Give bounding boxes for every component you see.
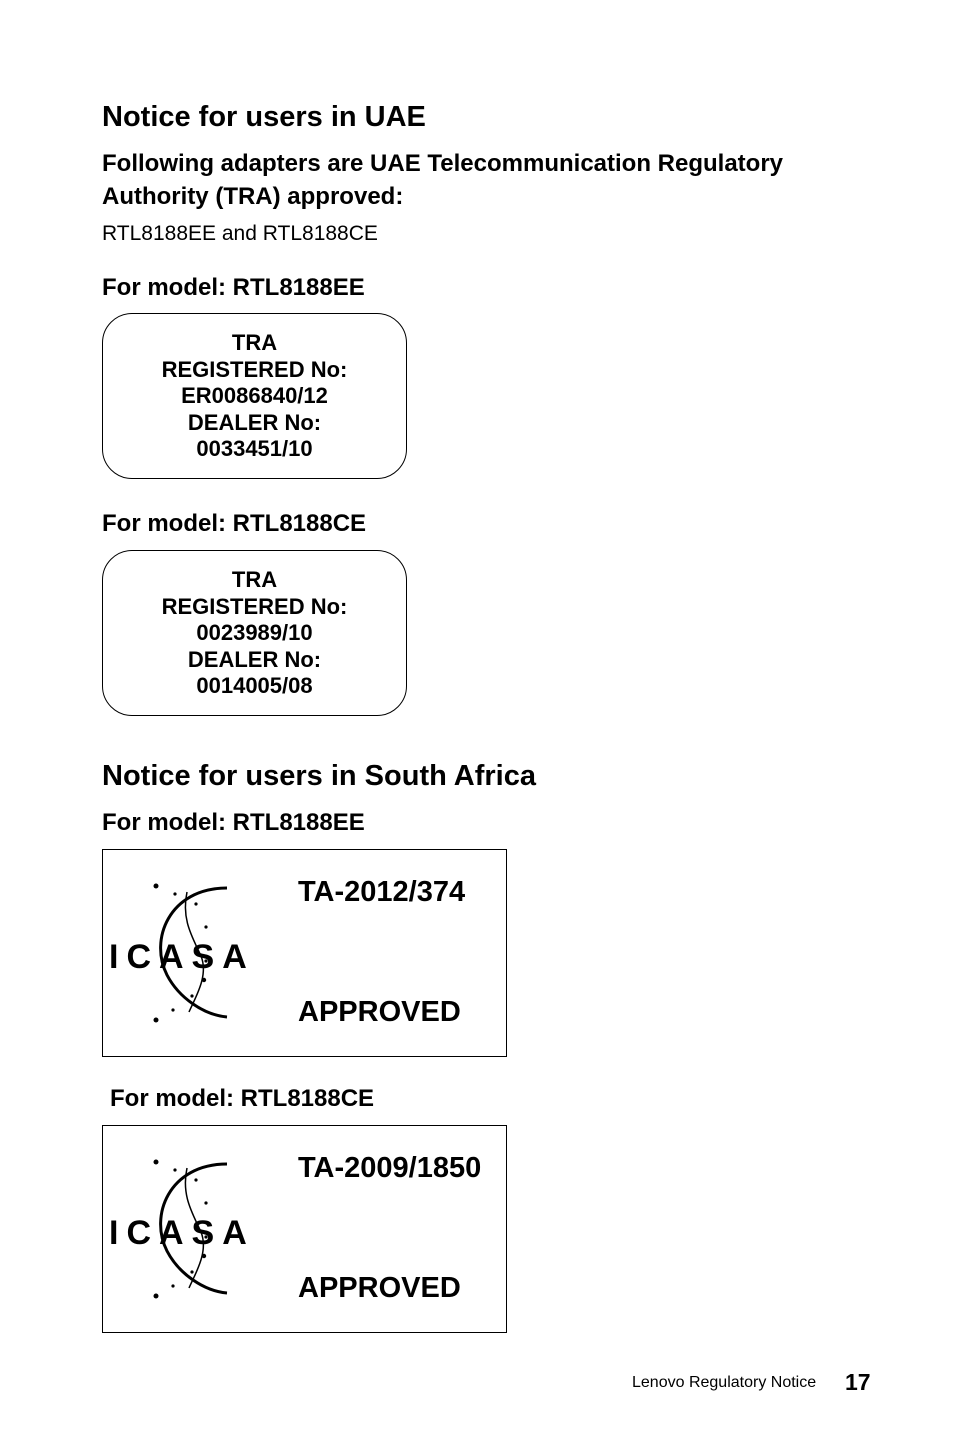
tra-line: TRA [231,330,278,355]
tra-registered-number: ER0086840/12 [181,383,328,408]
approved-status: APPROVED [298,1272,461,1304]
uae-heading: Notice for users in UAE [102,101,426,133]
footer-label: Lenovo Regulatory Notice [632,1374,817,1391]
tra-line: REGISTERED No: [161,356,348,382]
uae-model-label-ee: For model: RTL8188EE [102,274,365,301]
uae-intro: Following adapters are UAE Telecommunication Regulatory Authority (TRA) approved: [102,150,784,210]
south-africa-heading: Notice for users in South Africa [102,760,536,792]
tra-label-ee [102,313,407,479]
icasa-logo [109,1156,274,1301]
icasa-logo-text: ICASA [109,938,255,976]
tra-line: DEALER No: [187,409,322,435]
tra-label-ce [102,550,407,716]
icasa-label-ce [102,1125,507,1333]
uae-model-label-ce: For model: RTL8188CE [102,510,367,537]
icasa-logo [109,880,274,1025]
sa-model-label-ce: For model: RTL8188CE [110,1085,375,1112]
tra-dealer-number: 0014005/08 [196,673,313,698]
tra-registered-number: 0023989/10 [196,620,313,645]
uae-adapters: RTL8188EE and RTL8188CE [102,222,378,245]
ta-number: TA-2009/1850 [298,1152,482,1184]
icasa-logo-text: ICASA [109,1214,255,1252]
tra-dealer-number: 0033451/10 [196,436,313,461]
sa-model-label-ee: For model: RTL8188EE [102,809,365,836]
tra-line: TRA [231,567,278,592]
approved-status: APPROVED [298,996,461,1028]
tra-line: REGISTERED No: [161,593,348,619]
page-number: 17 [845,1369,871,1395]
ta-number: TA-2012/374 [298,876,466,908]
icasa-label-ee [102,849,507,1057]
tra-line: DEALER No: [187,646,322,672]
